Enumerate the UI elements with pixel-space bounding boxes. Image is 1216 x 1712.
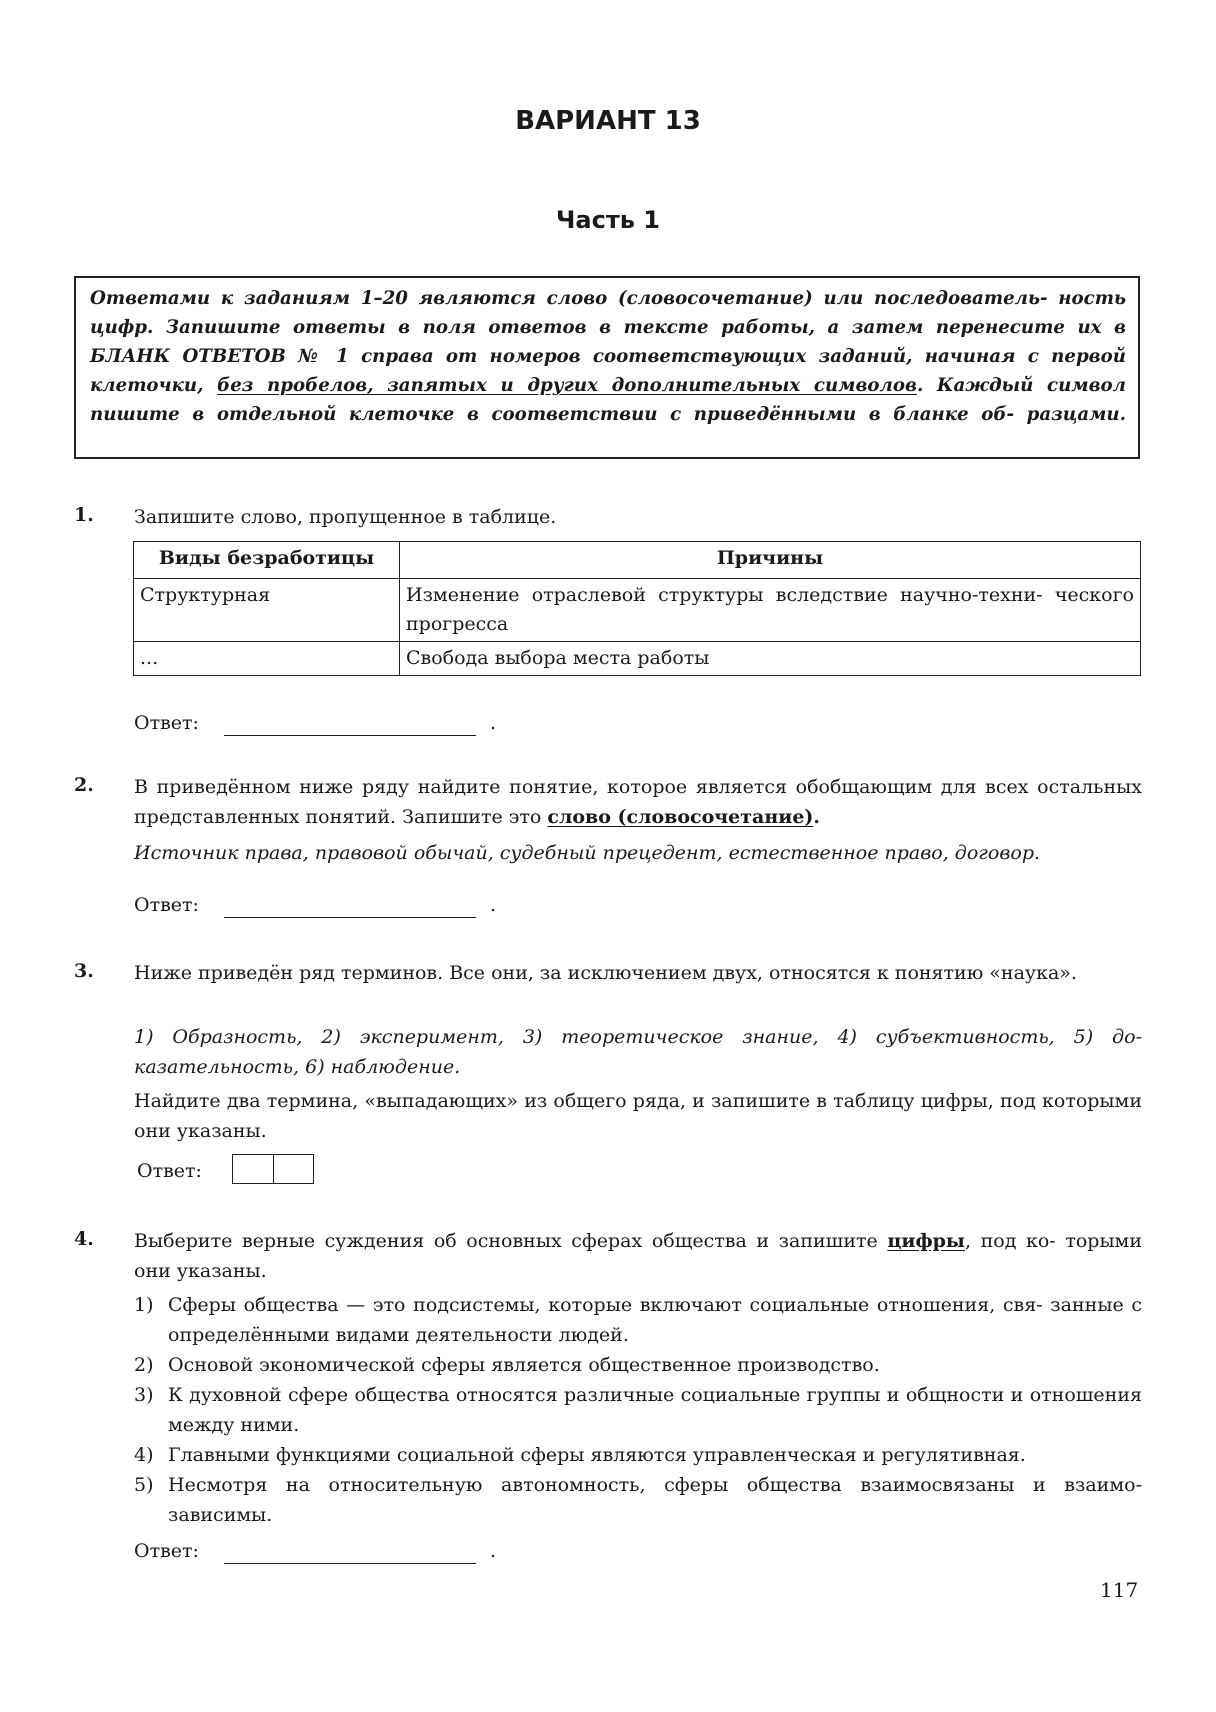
option-text: Главными функциями социальной сферы являются управленческая и регулятивная. <box>168 1444 1026 1466</box>
task3-text: Ниже приведён ряд терминов. Все они, за исключением двух, относятся к понятию «наука». <box>134 962 1077 984</box>
option-number: 1) <box>134 1294 154 1316</box>
option-number: 2) <box>134 1354 154 1376</box>
task4-text-end: , под ко- торыми они указаны. <box>134 1230 1143 1282</box>
task3-terms: 1) Образность, 2) эксперимент, 3) теоретическое знание, 4) субъективность, 5) до- казательность, 6) наблюдение. <box>134 1026 1142 1078</box>
answer-field[interactable] <box>224 735 476 736</box>
task2-text-main: В приведённом ниже ряду найдите понятие, которое является обобщающим для всех остальных представленных понятий. Запишите это <box>134 776 1142 828</box>
table-cell: Свобода выбора места работы <box>400 642 1141 676</box>
option-item <box>134 1440 1142 1470</box>
option-text: К духовной сфере общества относятся различные социальные группы и общности и отношения между ними. <box>168 1384 1142 1436</box>
answer-cell[interactable] <box>233 1155 274 1183</box>
table-header-row <box>134 542 1141 579</box>
table-header: Причины <box>400 542 1141 579</box>
task3-instruction: Найдите два термина, «выпадающих» из общего ряда, и запишите в таблицу цифры, под которыми они указаны. <box>134 1090 1142 1142</box>
unemployment-table <box>133 541 1141 676</box>
task-number: 4. <box>74 1228 94 1250</box>
table-cell: ... <box>134 642 400 676</box>
answer-label: Ответ: <box>137 1160 202 1182</box>
answer-cell[interactable] <box>274 1155 314 1183</box>
instruction-underlined: без пробелов, запятых и других дополнительных символов <box>217 375 917 396</box>
option-number: 5) <box>134 1474 154 1496</box>
instruction-text-end: . Каждый символ пишите в отдельной клеточке в соответствии с приведёнными в бланке об- разцами. <box>90 375 1126 425</box>
task2-text-underlined: слово (словосочетание) <box>547 806 814 828</box>
option-text: Сферы общества — это подсистемы, которые включают социальные отношения, свя- занные с определёнными видами деятельности людей. <box>168 1294 1142 1346</box>
option-item <box>134 1350 1142 1380</box>
answer-label: Ответ: <box>134 712 199 734</box>
answer-label: Ответ: <box>134 1540 199 1562</box>
answer-label: Ответ: <box>134 894 199 916</box>
table-cell: Изменение отраслевой структуры вследствие научно-техни- ческого прогресса <box>400 579 1141 642</box>
table-row <box>134 579 1141 642</box>
option-item <box>134 1470 1142 1530</box>
table-header: Виды безработицы <box>134 542 400 579</box>
answer-cells[interactable] <box>232 1154 314 1184</box>
task4-text <box>134 1226 1142 1286</box>
task-number: 1. <box>74 504 94 526</box>
option-number: 3) <box>134 1384 154 1406</box>
page-number: 117 <box>1100 1578 1139 1602</box>
task-number: 2. <box>74 774 94 796</box>
option-text: Основой экономической сферы является общественное производство. <box>168 1354 880 1376</box>
task2-text <box>134 772 1142 832</box>
task2-text-end: . <box>813 806 821 828</box>
variant-title: ВАРИАНТ 13 <box>515 106 701 136</box>
task4-text-main: Выберите верные суждения об основных сферах общества и запишите <box>134 1230 878 1252</box>
table-cell: Структурная <box>134 579 400 642</box>
table-row <box>134 642 1141 676</box>
option-text: Несмотря на относительную автономность, сферы общества взаимосвязаны и взаимо- зависимы. <box>168 1474 1142 1526</box>
task4-text-underlined: цифры <box>887 1230 965 1252</box>
answer-field[interactable] <box>224 1563 476 1564</box>
answer-dot: . <box>490 1540 497 1562</box>
answer-dot: . <box>490 712 497 734</box>
task1-text: Запишите слово, пропущенное в таблице. <box>134 506 557 528</box>
option-item <box>134 1290 1142 1350</box>
option-number: 4) <box>134 1444 154 1466</box>
task-number: 3. <box>74 960 94 982</box>
option-item <box>134 1380 1142 1440</box>
instruction-box <box>74 276 1140 459</box>
task2-list: Источник права, правовой обычай, судебный прецедент, естественное право, договор. <box>134 842 1041 864</box>
instruction-text: Ответами к заданиям 1–20 являются слово (словосочетание) или последователь- ность цифр. Запишите ответы в поля ответов в тексте работы, а затем перенесите их в БЛАНК ОТВЕТОВ № 1 справа от номеров соответствующих заданий, начиная с первой клеточки, <box>90 288 1126 396</box>
part-title: Часть 1 <box>556 206 660 234</box>
answer-field[interactable] <box>224 917 476 918</box>
answer-dot: . <box>490 894 497 916</box>
